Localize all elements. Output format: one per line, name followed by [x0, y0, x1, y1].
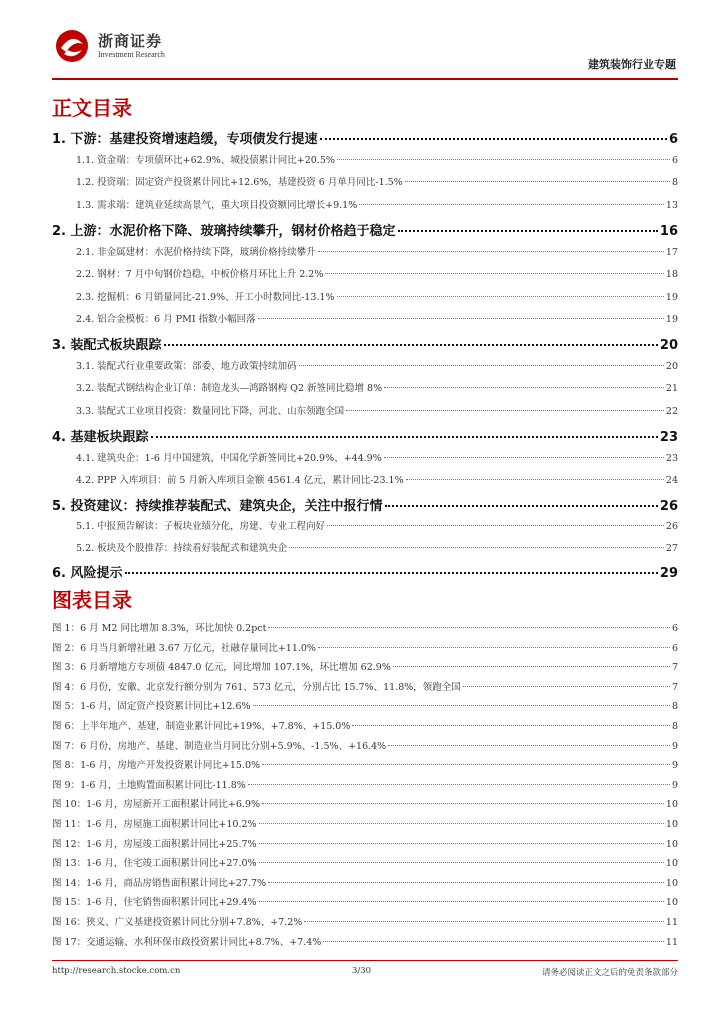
toc-subsection-link[interactable] [52, 450, 678, 464]
toc-entry-text: 1.2. 投资端：固定资产投资累计同比+12.6%，基建投资 6 月单月同比-1.5% [76, 177, 403, 188]
figure-caption: 图 11：1-6 月，房屋施工面积累计同比+10.2% [52, 819, 257, 830]
figure-caption: 图 14：1-6 月，商品房销售面积累计同比+27.7% [52, 877, 267, 889]
toc-page-number: 26 [659, 499, 678, 514]
figure-page-number: 10 [665, 819, 678, 830]
toc-page-number: 21 [665, 383, 678, 394]
dot-leader [318, 251, 664, 252]
toc-subsection-link[interactable] [52, 540, 678, 554]
toc-entry-text: 1.1. 资金端：专项债环比+62.9%、城投债累计同比+20.5% [76, 155, 335, 166]
toc-entry-text: 4.2. PPP 入库项目：前 5 月新入库项目金额 4561.4 亿元，累计同比-23.1% [76, 475, 404, 486]
toc-entry-text: 5.2. 板块及个股推荐：持续看好装配式和建筑央企 [76, 543, 288, 554]
toc-section-link[interactable] [52, 220, 678, 239]
figure-link[interactable] [52, 698, 678, 712]
toc-title: 正文目录 [52, 96, 132, 120]
toc-entry-text: 5.1. 中报预告解读：子板块业绩分化，房建、专业工程向好 [76, 521, 326, 532]
dot-leader [359, 204, 664, 205]
figure-list-title: 图表目录 [52, 588, 132, 612]
figure-page-number: 7 [671, 662, 678, 674]
dot-leader [352, 725, 670, 726]
dot-leader [388, 745, 670, 746]
dot-leader [304, 921, 664, 922]
dot-leader [299, 365, 664, 366]
dot-leader [259, 862, 664, 863]
toc-page-number: 27 [665, 543, 678, 554]
figure-link[interactable] [52, 875, 678, 889]
toc-entry-text: 2. 上游：水泥价格下降、玻璃持续攀升，钢材价格趋于稳定 [52, 224, 396, 239]
toc-page-number: 26 [665, 521, 678, 532]
toc-page-number: 20 [659, 338, 678, 353]
figure-caption: 图 9：1-6 月，土地购置面积累计同比-11.8% [52, 779, 246, 791]
dot-leader [268, 627, 670, 628]
figure-caption: 图 4：6 月份，安徽、北京发行额分别为 761、573 亿元，分别占比 15.7%、11.8%，领跑全国 [52, 681, 461, 693]
figure-caption: 图 3：6 月新增地方专项债 4847.0 亿元，同比增加 107.1%，环比增加 62.9% [52, 662, 391, 674]
dot-leader [125, 572, 658, 574]
disclaimer-note: 请务必阅读正文之后的免责条款部分 [541, 968, 678, 978]
figure-page-number: 10 [665, 799, 678, 811]
dot-leader [259, 843, 664, 844]
figure-caption: 图 5：1-6 月，固定资产投资累计同比+12.6% [52, 701, 251, 713]
toc-page-number: 13 [665, 200, 678, 211]
figure-page-number: 9 [671, 740, 678, 752]
dot-leader [405, 181, 670, 182]
logo-text-en: Investment Research [98, 50, 165, 59]
dot-leader [327, 525, 664, 526]
figure-caption: 图 10：1-6 月，房屋新开工面积累计同比+6.9% [52, 799, 261, 811]
figure-link[interactable] [52, 757, 678, 771]
toc-entry-text: 1. 下游：基建投资增速趋缓，专项债发行提速 [52, 132, 318, 147]
logo-text-cn: 浙商证券 [98, 32, 163, 50]
figure-link[interactable] [52, 914, 678, 928]
figure-link[interactable] [52, 679, 678, 693]
dot-leader [259, 901, 664, 902]
toc-page-number: 29 [659, 566, 678, 581]
toc-section-link[interactable] [52, 562, 678, 581]
figure-page-number: 10 [665, 858, 678, 870]
figure-caption: 图 13：1-6 月，住宅竣工面积累计同比+27.0% [52, 858, 257, 870]
figure-link[interactable] [52, 836, 678, 850]
dot-leader [262, 803, 664, 804]
toc-entry-text: 2.4. 铝合金模板：6 月 PMI 指数小幅回落 [76, 314, 256, 325]
toc-section-link[interactable] [52, 426, 678, 445]
figure-page-number: 10 [665, 838, 678, 850]
toc-entry-text: 3.3. 装配式工业项目投资：数量同比下降，河北、山东领跑全国 [76, 406, 345, 417]
figure-link[interactable] [52, 777, 678, 791]
figure-page-number: 10 [665, 897, 678, 909]
toc-entry-text: 2.2. 钢材：7 月中旬钢价趋稳，中板价格月环比上升 2.2% [76, 269, 324, 280]
dot-leader [320, 138, 667, 140]
dot-leader [398, 230, 658, 232]
footer-divider [52, 960, 678, 961]
toc-entry-text: 6. 风险提示 [52, 566, 123, 581]
toc-subsection-link[interactable] [52, 518, 678, 532]
toc-subsection-link[interactable] [52, 403, 678, 417]
toc-entry-text: 3. 装配式板块跟踪 [52, 338, 162, 353]
dot-leader [258, 318, 664, 319]
toc-subsection-link[interactable] [52, 152, 678, 166]
figure-page-number: 6 [671, 623, 678, 634]
figure-page-number: 11 [665, 917, 678, 928]
dot-leader [346, 410, 664, 411]
toc-entry-text: 3.1. 装配式行业重要政策：部委、地方政策持续加码 [76, 361, 297, 372]
dot-leader [318, 647, 670, 648]
toc-page-number: 16 [659, 224, 678, 239]
figure-page-number: 7 [671, 681, 678, 693]
dot-leader [268, 882, 664, 883]
dot-leader [384, 457, 664, 458]
figure-page-number: 6 [671, 642, 678, 654]
figure-page-number: 9 [671, 779, 678, 791]
toc-entry-text: 1.3. 需求端：建筑业延续高景气，重大项目投资额同比增长+9.1% [76, 200, 358, 211]
toc-subsection-link[interactable] [52, 472, 678, 486]
toc-page-number: 23 [659, 430, 678, 445]
figure-caption: 图 7：6 月份，房地产、基建、制造业当月同比分别+5.9%、-1.5%、+16.4% [52, 740, 387, 752]
report-header [52, 26, 678, 78]
toc-page-number: 17 [665, 247, 678, 258]
figure-caption: 图 15：1-6 月，住宅销售面积累计同比+29.4% [52, 897, 257, 909]
dot-leader [463, 686, 670, 687]
toc-page-number: 18 [665, 269, 678, 280]
figure-page-number: 10 [665, 877, 678, 889]
dot-leader [151, 436, 658, 438]
toc-entry-text: 4. 基建板块跟踪 [52, 430, 149, 445]
figure-link[interactable] [52, 816, 678, 830]
figure-caption: 图 6：上半年地产、基建，制造业累计同比+19%、+7.8%、+15.0% [52, 721, 351, 732]
figure-page-number: 8 [671, 701, 678, 713]
dot-leader [337, 296, 664, 297]
dot-leader [384, 387, 664, 388]
toc-subsection-link[interactable] [52, 266, 678, 280]
toc-page-number: 22 [665, 406, 678, 417]
toc-subsection-link[interactable] [52, 289, 678, 303]
toc-entry-text: 3.2. 装配式钢结构企业订单：制造龙头—鸿路钢构 Q2 新签同比稳增 8% [76, 383, 383, 394]
toc-subsection-link[interactable] [52, 358, 678, 372]
toc-page-number: 23 [665, 453, 678, 464]
toc-subsection-link[interactable] [52, 244, 678, 258]
figure-link[interactable] [52, 855, 678, 869]
toc-page-number: 20 [665, 361, 678, 372]
figure-caption: 图 8：1-6 月，房地产开发投资累计同比+15.0% [52, 760, 261, 772]
dot-leader [164, 344, 658, 346]
toc-entry-text: 2.1. 非金属建材：水泥价格持续下降，玻璃价格持续攀升 [76, 247, 316, 258]
report-category: 建筑装饰行业专题 [588, 58, 676, 71]
toc-page-number: 19 [665, 314, 678, 325]
page-number: 3/30 [352, 966, 372, 976]
toc-subsection-link[interactable] [52, 311, 678, 325]
figure-link[interactable] [52, 894, 678, 908]
toc-subsection-link[interactable] [52, 174, 678, 188]
figure-link[interactable] [52, 620, 678, 634]
dot-leader [393, 666, 670, 667]
zheshang-logo-icon [52, 26, 92, 66]
figure-link[interactable] [52, 796, 678, 810]
figure-page-number: 8 [671, 721, 678, 732]
toc-page-number: 24 [665, 475, 678, 486]
figure-caption: 图 1：6 月 M2 同比增加 8.3%，环比加快 0.2pct [52, 623, 267, 634]
toc-page-number: 6 [668, 132, 678, 147]
toc-subsection-link[interactable] [52, 197, 678, 211]
toc-entry-text: 2.3. 挖掘机：6 月销量同比-21.9%、开工小时数同比-13.1% [76, 292, 335, 303]
figure-link[interactable] [52, 640, 678, 654]
figure-caption: 图 17：交通运输、水利环保市政投资累计同比+8.7%、+7.4% [52, 936, 322, 948]
dot-leader [262, 764, 670, 765]
toc-section-link[interactable] [52, 334, 678, 353]
figure-link[interactable] [52, 934, 678, 948]
toc-section-link[interactable] [52, 128, 678, 147]
dot-leader [325, 273, 664, 274]
figure-link[interactable] [52, 718, 678, 732]
dot-leader [385, 505, 658, 507]
toc-entry-text: 4.1. 建筑央企：1-6 月中国建筑，中国化学新签同比+20.9%、+44.9% [76, 453, 382, 464]
figure-caption: 图 2：6 月当月新增社融 3.67 万亿元，社融存量同比+11.0% [52, 642, 316, 654]
figure-caption: 图 16：狭义、广义基建投资累计同比分别+7.8%、+7.2% [52, 917, 303, 928]
dot-leader [406, 479, 664, 480]
toc-subsection-link[interactable] [52, 380, 678, 394]
figure-page-number: 11 [665, 936, 678, 948]
footer-url[interactable]: http://research.stocke.com.cn [52, 966, 181, 976]
figure-link[interactable] [52, 738, 678, 752]
toc-entry-text: 5. 投资建议：持续推荐装配式、建筑央企，关注中报行情 [52, 499, 383, 514]
toc-page-number: 6 [671, 155, 678, 166]
figure-caption: 图 12：1-6 月，房屋竣工面积累计同比+25.7% [52, 838, 257, 850]
dot-leader [289, 547, 664, 548]
toc-page-number: 19 [665, 292, 678, 303]
dot-leader [337, 159, 670, 160]
dot-leader [323, 941, 664, 942]
dot-leader [259, 823, 664, 824]
dot-leader [248, 784, 670, 785]
toc-page-number: 8 [671, 177, 678, 188]
header-divider [52, 78, 678, 80]
figure-page-number: 9 [671, 760, 678, 772]
toc-section-link[interactable] [52, 495, 678, 514]
dot-leader [253, 705, 670, 706]
figure-link[interactable] [52, 659, 678, 673]
